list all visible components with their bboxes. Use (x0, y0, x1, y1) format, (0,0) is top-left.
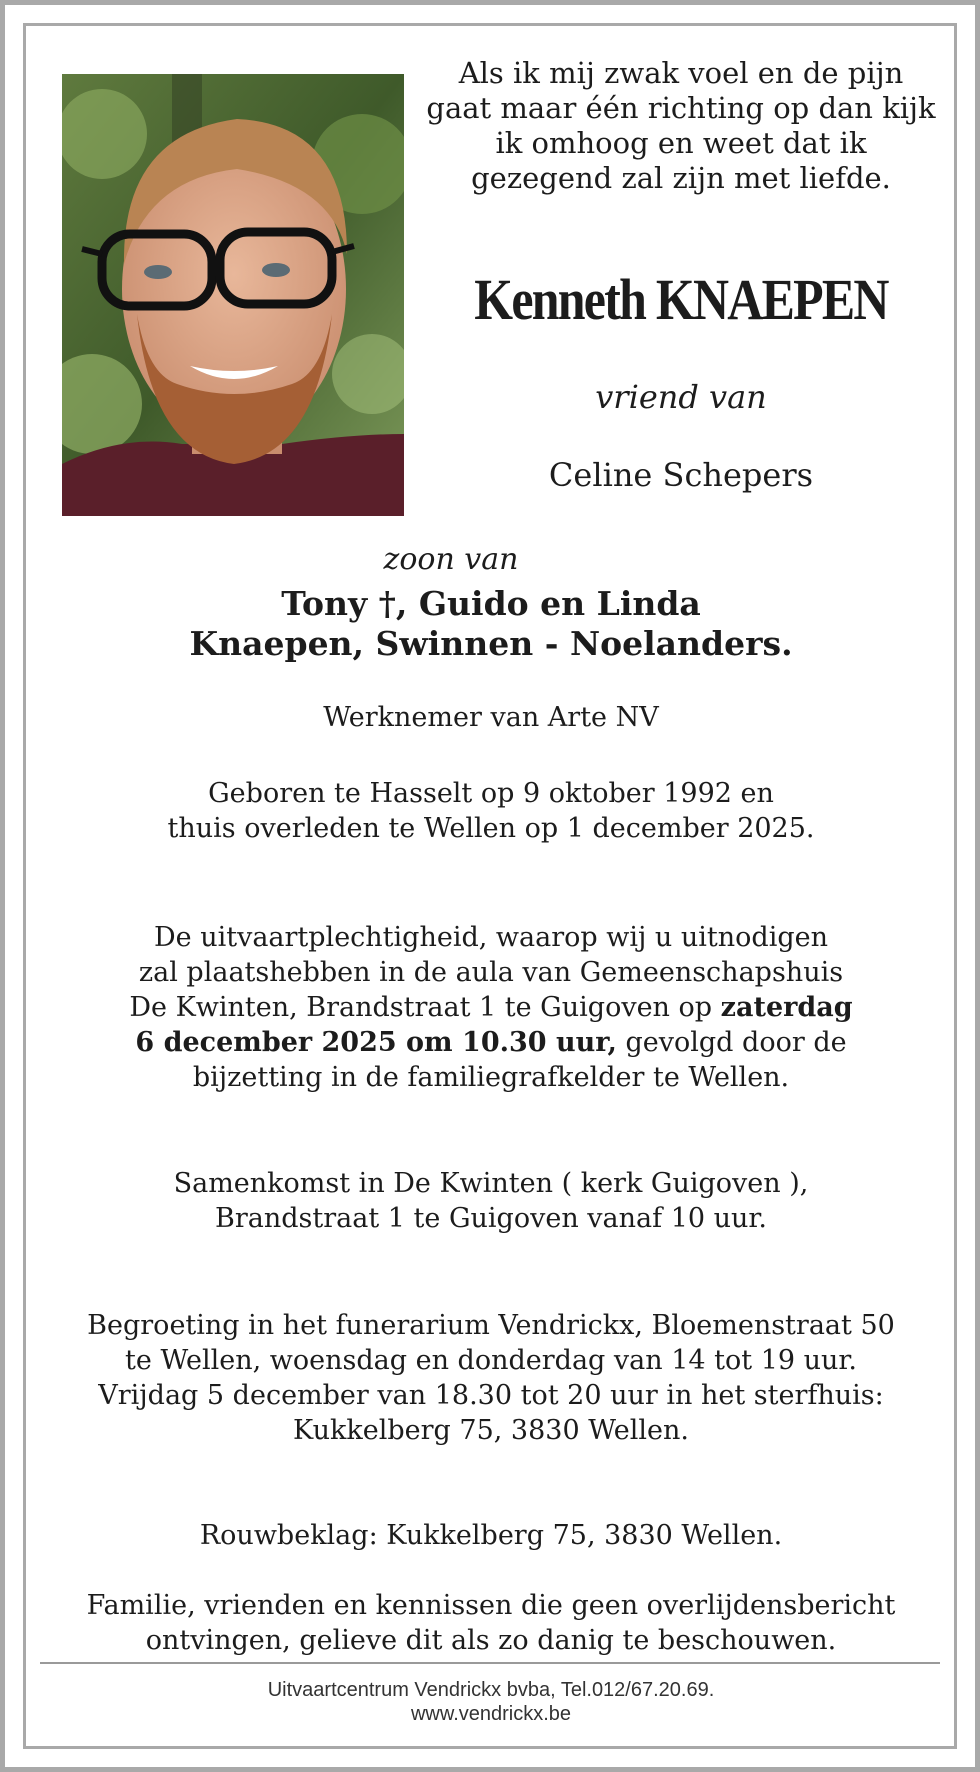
portrait-illustration (62, 74, 404, 516)
gathering-line: Samenkomst in De Kwinten ( kerk Guigoven ), (173, 1168, 809, 1199)
visitation-info (36, 1308, 946, 1448)
gathering-line: Brandstraat 1 te Guigoven vanaf 10 uur. (215, 1203, 767, 1234)
birth-death-info (36, 776, 946, 846)
poem-line: gaat maar één richting op dan kijk (426, 91, 936, 125)
death-line: thuis overleden te Wellen op 1 december 2025. (167, 813, 815, 844)
notice-line: ontvingen, gelieve dit als zo danig te beschouwen. (145, 1625, 837, 1656)
gathering-info (36, 1166, 946, 1236)
portrait-photo (62, 74, 404, 516)
funeral-home-contact: Uitvaartcentrum Vendrickx bvba, Tel.012/67.20.69. (267, 1679, 715, 1701)
poem-line: Als ik mij zwak voel en de pijn (458, 56, 904, 90)
ceremony-day: zaterdag (720, 992, 853, 1023)
partner-name: Celine Schepers (548, 456, 814, 494)
ceremony-line (36, 990, 946, 1025)
ceremony-continuation: gevolgd door de (616, 1027, 847, 1058)
partner-relation-label: vriend van (595, 378, 767, 416)
birth-line: Geboren te Hasselt op 9 oktober 1992 en (208, 778, 774, 809)
ceremony-info (36, 920, 946, 1095)
footer-divider (40, 1662, 940, 1664)
ceremony-line: bijzetting in de familiegrafkelder te Wellen. (192, 1062, 790, 1093)
card-frame (23, 23, 957, 1749)
obituary-card (5, 5, 975, 1767)
visitation-line: Kukkelberg 75, 3830 Wellen. (293, 1415, 689, 1446)
notice-text (36, 1588, 946, 1658)
ceremony-location: De Kwinten, Brandstraat 1 te Guigoven op (129, 992, 713, 1023)
notice-line: Familie, vrienden en kennissen die geen overlijdensbericht (86, 1590, 896, 1621)
parents-line: Tony †, Guido en Linda (281, 584, 701, 623)
ceremony-line: De uitvaartplechtigheid, waarop wij u uitnodigen (153, 922, 828, 953)
website-link[interactable]: www.vendrickx.be (410, 1703, 572, 1725)
ceremony-datetime: 6 december 2025 om 10.30 uur, (135, 1027, 617, 1058)
poem (426, 56, 936, 196)
parents-line: Knaepen, Swinnen - Noelanders. (189, 624, 793, 663)
ceremony-line (36, 1025, 946, 1060)
visitation-line: te Wellen, woensdag en donderdag van 14 tot 19 uur. (125, 1345, 857, 1376)
visitation-line: Vrijdag 5 december van 18.30 tot 20 uur in het sterfhuis: (98, 1380, 884, 1411)
parents-names (36, 584, 946, 664)
poem-line: ik omhoog en weet dat ik (495, 126, 867, 160)
poem-line: gezegend zal zijn met liefde. (471, 161, 891, 195)
ceremony-line: zal plaatshebben in de aula van Gemeenschapshuis (138, 957, 844, 988)
footer (36, 1678, 946, 1726)
condolence-address: Rouwbeklag: Kukkelberg 75, 3830 Wellen. (199, 1520, 783, 1551)
deceased-name: Kenneth KNAEPEN (474, 267, 888, 332)
employment: Werknemer van Arte NV (323, 702, 659, 733)
parents-relation-label: zoon van (383, 542, 519, 577)
visitation-line: Begroeting in het funerarium Vendrickx, Bloemenstraat 50 (87, 1310, 895, 1341)
